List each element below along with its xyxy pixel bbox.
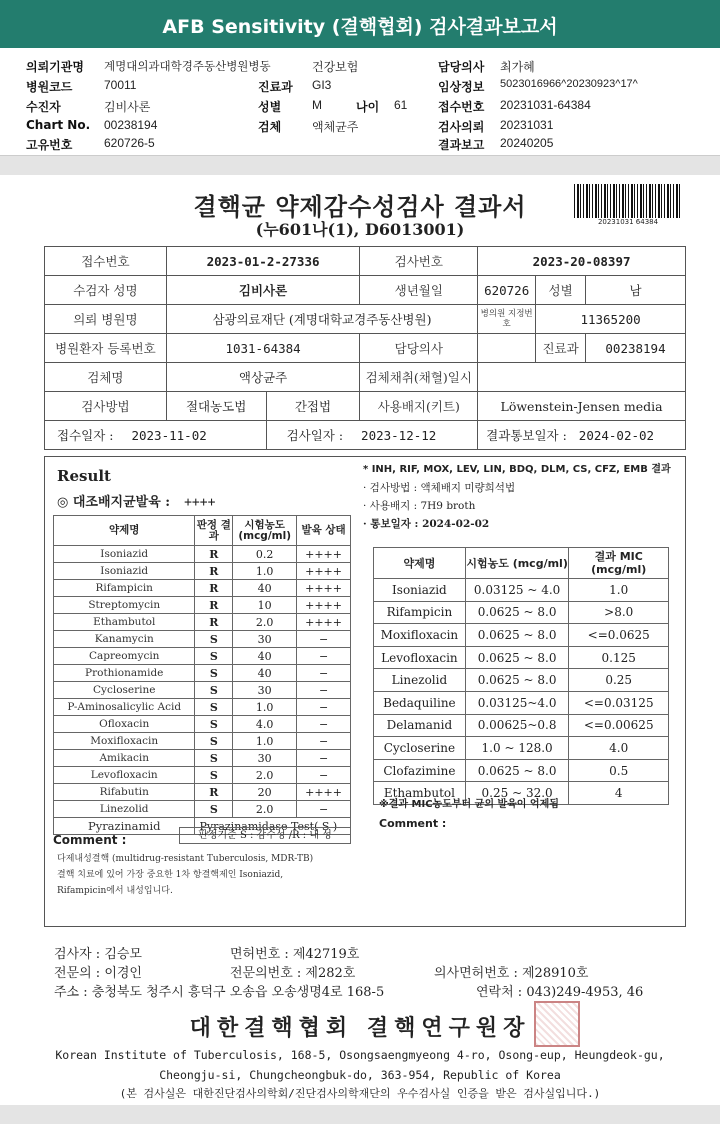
table-row: [54, 648, 351, 665]
mic-result: <=0.03125: [569, 691, 669, 714]
mic-result: 1.0: [569, 579, 669, 602]
drug-name: Bedaquiline: [374, 691, 466, 714]
mic-note: ※결과 MIC농도부터 균의 발육이 억제됨: [379, 799, 559, 810]
note-line: · 사용배지 : 7H9 broth: [363, 500, 476, 512]
table-row: [54, 801, 351, 818]
sex-value: M: [312, 98, 322, 112]
table-row: [54, 750, 351, 767]
mic-result: 0.125: [569, 646, 669, 669]
concentration-range: 0.03125 ~ 4.0: [465, 579, 569, 602]
mic-result: <=0.0625: [569, 624, 669, 647]
table-row: [54, 716, 351, 733]
cell-value: 2024-02-02: [578, 428, 655, 443]
drug-name: Kanamycin: [54, 631, 195, 648]
table-row: [374, 691, 669, 714]
judgement: S: [195, 767, 233, 784]
judgement: R: [195, 546, 233, 563]
concentration: 40: [233, 665, 297, 682]
cell-label: 검사번호: [360, 247, 478, 276]
cell-value: 절대농도법: [166, 392, 266, 421]
concentration-range: 0.0625 ~ 8.0: [465, 601, 569, 624]
judgement: S: [195, 682, 233, 699]
column-header: 시험농도 (mcg/ml): [233, 516, 297, 546]
judgement: S: [195, 665, 233, 682]
mic-table: [373, 547, 669, 805]
doctor-label: 담당의사: [438, 60, 485, 74]
result-title: Result: [57, 467, 111, 485]
judgement: S: [195, 733, 233, 750]
drug-name: Rifabutin: [54, 784, 195, 801]
table-row: [54, 784, 351, 801]
cell-value: 액상균주: [166, 363, 360, 392]
growth: −: [297, 750, 351, 767]
table-row: [374, 669, 669, 692]
drug-name: Streptomycin: [54, 597, 195, 614]
table-row: [54, 631, 351, 648]
patient-info: [0, 54, 720, 154]
mic-result: 0.25: [569, 669, 669, 692]
mic-result: 0.5: [569, 759, 669, 782]
growth: ++++: [297, 580, 351, 597]
drug-name: Ethambutol: [374, 782, 466, 805]
chart-label: Chart No.: [26, 118, 91, 132]
judgement: R: [195, 784, 233, 801]
cell-label: 진료과: [536, 334, 586, 363]
concentration-range: 0.00625~0.8: [465, 714, 569, 737]
growth-value: ++++: [184, 495, 216, 510]
drug-name: Linezolid: [374, 669, 466, 692]
cell-value: 삼광의료재단 (계명대학교경주동산병원): [166, 305, 477, 334]
barcode-number: 20231031 64384: [597, 218, 659, 226]
drug-name: Ethambutol: [54, 614, 195, 631]
comment-line: 다제내성결핵 (multidrug-resistant Tuberculosis, MDR-TB): [57, 854, 314, 864]
concentration-range: 0.0625 ~ 8.0: [465, 669, 569, 692]
judgement: R: [195, 563, 233, 580]
concentration: 30: [233, 682, 297, 699]
report-banner: AFB Sensitivity (결핵협회) 검사결과보고서: [0, 0, 720, 48]
dept-label: 진료과: [258, 80, 293, 94]
drug-name: Isoniazid: [54, 563, 195, 580]
mic-result: 4: [569, 782, 669, 805]
tester-license: 면허번호 : 제42719호: [230, 947, 360, 962]
growth: ++++: [297, 784, 351, 801]
cell-value: 2023-20-08397: [478, 247, 686, 276]
patient-label: 수진자: [26, 100, 61, 114]
age-label: 나이: [356, 100, 380, 114]
date-cell: [45, 421, 267, 450]
clinical-label: 임상정보: [438, 80, 485, 94]
growth-label: ◎ 대조배지균발육 :: [57, 495, 171, 510]
concentration-range: 0.03125~4.0: [465, 691, 569, 714]
drug-name: Rifampicin: [54, 580, 195, 597]
column-header: 결과 MIC (mcg/ml): [569, 548, 669, 579]
drug-name: Moxifloxacin: [54, 733, 195, 750]
note-line: * INH, RIF, MOX, LEV, LIN, BDQ, DLM, CS, CFZ, EMB 결과: [363, 464, 671, 475]
cell-value: 00238194: [586, 334, 686, 363]
cell-value: 2023-12-12: [361, 428, 437, 443]
cell-label: 검사방법: [45, 392, 167, 421]
cell-label: 결과통보일자 :: [486, 428, 567, 443]
judgement: R: [195, 597, 233, 614]
table-row: [374, 714, 669, 737]
judgement: R: [195, 580, 233, 597]
cell-value: 620726: [478, 276, 536, 305]
receipt-label: 접수번호: [438, 100, 485, 114]
scanned-report: [0, 175, 720, 1105]
table-body: [54, 546, 351, 818]
concentration: 2.0: [233, 767, 297, 784]
bottom-bar: [0, 1105, 720, 1124]
separator-bar: [0, 155, 720, 175]
concentration-range: 0.25 ~ 32.0: [465, 782, 569, 805]
judgement: R: [195, 614, 233, 631]
concentration: 30: [233, 631, 297, 648]
report-value: 20240205: [500, 136, 554, 150]
table-row: [54, 665, 351, 682]
judgement: S: [195, 699, 233, 716]
cell-label: 검체채취(채혈)일시: [360, 363, 478, 392]
concentration-range: 0.0625 ~ 8.0: [465, 646, 569, 669]
organization-address-en: Cheongju-si, Chungcheongbuk-do, 363-954, Republic of Korea: [159, 1068, 561, 1082]
concentration-range: 0.0625 ~ 8.0: [465, 759, 569, 782]
drug-name: Capreomycin: [54, 648, 195, 665]
table-body: [374, 579, 669, 805]
growth: −: [297, 631, 351, 648]
drug-name: Linezolid: [54, 801, 195, 818]
mic-result: <=0.00625: [569, 714, 669, 737]
cell-value: [478, 334, 536, 363]
concentration: 40: [233, 580, 297, 597]
code-value: 70011: [104, 78, 137, 92]
hospital-label: 의뢰기관명: [26, 60, 84, 74]
sex-label: 성별: [258, 100, 282, 114]
judgement: S: [195, 801, 233, 818]
cell-label: 성별: [536, 276, 586, 305]
table-row: [54, 563, 351, 580]
address: 주소 : 충청북도 청주시 흥덕구 오송읍 오송생명4로 168-5: [54, 985, 385, 1000]
doctor-license: 의사면허번호 : 제28910호: [434, 966, 589, 981]
judgement: S: [195, 750, 233, 767]
comment-right-label: Comment :: [379, 817, 447, 830]
tester: 검사자 : 김승모: [54, 947, 142, 962]
judgement: S: [195, 648, 233, 665]
drug-name: Rifampicin: [374, 601, 466, 624]
mic-result: 4.0: [569, 737, 669, 760]
barcode-icon: [574, 184, 682, 218]
concentration-range: 0.0625 ~ 8.0: [465, 624, 569, 647]
table-row: [374, 646, 669, 669]
cell-label: 담당의사: [360, 334, 478, 363]
age-value: 61: [394, 98, 408, 112]
table-row: [54, 699, 351, 716]
code-label: 병원코드: [26, 80, 73, 94]
cell-label: 의뢰 병원명: [45, 305, 167, 334]
note-line: · 검사방법 : 액체배지 미량희석법: [363, 482, 516, 494]
table-row: [54, 597, 351, 614]
table-row: [54, 767, 351, 784]
cell-label: 검체명: [45, 363, 167, 392]
doc-subtitle: (누601나(1), D6013001): [255, 220, 465, 239]
unique-label: 고유번호: [26, 138, 73, 152]
drug-name: Clofazimine: [374, 759, 466, 782]
column-header: 약제명: [54, 516, 195, 546]
concentration: 20: [233, 784, 297, 801]
growth: ++++: [297, 614, 351, 631]
cell-value: Löwenstein-Jensen media: [478, 392, 686, 421]
request-value: 20231031: [500, 118, 554, 132]
concentration: 40: [233, 648, 297, 665]
comment-text: [57, 851, 357, 899]
growth-line: [57, 491, 215, 510]
absolute-concentration-table: [53, 515, 351, 835]
cell-value: 간접법: [266, 392, 360, 421]
cell-label: 사용배지(키트): [360, 392, 478, 421]
cell-label: 병의원 지정번호: [478, 305, 536, 334]
header-row: [45, 334, 686, 363]
insurance-value: 건강보험: [312, 60, 359, 74]
column-header: 판정 결과: [195, 516, 233, 546]
date-cell: [478, 421, 686, 450]
judgement: S: [195, 631, 233, 648]
growth: −: [297, 682, 351, 699]
cell-value: [478, 363, 686, 392]
column-header: 시험농도 (mcg/ml): [465, 548, 569, 579]
organization-name: 대한결핵협회 결핵연구원장: [189, 1015, 531, 1041]
column-header: 발육 상태: [297, 516, 351, 546]
drug-name: Amikacin: [54, 750, 195, 767]
official-seal-icon: [534, 1001, 580, 1047]
hospital-value: 계명대의과대학경주동산병원병동: [104, 61, 271, 73]
receipt-value: 20231031-64384: [500, 98, 591, 112]
column-header: 약제명: [374, 548, 466, 579]
drug-name: Moxifloxacin: [374, 624, 466, 647]
growth: −: [297, 648, 351, 665]
pza-result: Pyrazinamidase Test( S ): [195, 818, 351, 835]
drug-name: Delamanid: [374, 714, 466, 737]
specialist: 전문의 : 이경인: [54, 966, 142, 981]
table-header: [54, 516, 351, 546]
request-label: 검사의뢰: [438, 120, 485, 134]
header-row: [45, 276, 686, 305]
cell-value: 11365200: [536, 305, 686, 334]
result-box: [44, 456, 686, 927]
chart-value: 00238194: [104, 118, 158, 132]
drug-name: Ofloxacin: [54, 716, 195, 733]
organization-address-en: Korean Institute of Tuberculosis, 168-5, Osongsaengmyeong 4-ro, Osong-eup, Heungdeok-gu,: [55, 1048, 665, 1062]
pza-name: Pyrazinamid: [54, 818, 195, 835]
specimen-label: 검체: [258, 120, 282, 134]
contact: 연락처 : 043)249-4953, 46: [476, 985, 644, 1000]
table-row: [54, 614, 351, 631]
table-row: [374, 624, 669, 647]
header-row: [45, 392, 686, 421]
doctor-value: 최가혜: [500, 60, 535, 74]
growth: ++++: [297, 597, 351, 614]
growth: −: [297, 716, 351, 733]
growth: ++++: [297, 563, 351, 580]
drug-name: Isoniazid: [374, 579, 466, 602]
concentration: 1.0: [233, 699, 297, 716]
table-row: [54, 580, 351, 597]
concentration: 2.0: [233, 801, 297, 818]
growth: ++++: [297, 546, 351, 563]
header-row: [45, 363, 686, 392]
cell-label: 수검자 성명: [45, 276, 167, 305]
mic-result: >8.0: [569, 601, 669, 624]
table-row: [374, 737, 669, 760]
mic-notes: [363, 461, 683, 533]
table-row: [54, 682, 351, 699]
certification-note: (본 검사실은 대한진단검사의학회/진단검사의학재단의 우수검사실 인증을 받은 검사실입니다.): [119, 1087, 601, 1100]
cell-value: 2023-01-2-27336: [166, 247, 360, 276]
growth: −: [297, 733, 351, 750]
growth: −: [297, 767, 351, 784]
cell-value: 2023-11-02: [131, 428, 207, 443]
cell-label: 병원환자 등록번호: [45, 334, 167, 363]
specimen-value: 액체균주: [312, 120, 359, 134]
cell-label: 검사일자 :: [286, 428, 344, 443]
table-row: [54, 546, 351, 563]
growth: −: [297, 699, 351, 716]
drug-name: Levofloxacin: [374, 646, 466, 669]
cell-label: 접수번호: [45, 247, 167, 276]
cell-label: 생년월일: [360, 276, 478, 305]
table-row: [374, 601, 669, 624]
table-row: [374, 579, 669, 602]
concentration: 1.0: [233, 563, 297, 580]
table-row: [54, 733, 351, 750]
concentration: 10: [233, 597, 297, 614]
header-table: [44, 246, 686, 450]
cell-value: 1031-64384: [166, 334, 360, 363]
date-cell: [266, 421, 478, 450]
concentration-range: 1.0 ~ 128.0: [465, 737, 569, 760]
cell-value: 김비사론: [166, 276, 360, 305]
report-label: 결과보고: [438, 138, 485, 152]
drug-name: Levofloxacin: [54, 767, 195, 784]
comment-label: Comment :: [53, 833, 127, 847]
cell-label: 접수일자 :: [57, 428, 114, 443]
clinical-value: 5023016966^20230923^17^: [500, 78, 638, 90]
concentration: 4.0: [233, 716, 297, 733]
drug-name: Cycloserine: [54, 682, 195, 699]
header-row: [45, 421, 686, 450]
doc-title: 결핵균 약제감수성검사 결과서: [193, 192, 527, 221]
drug-name: Prothionamide: [54, 665, 195, 682]
patient-value: 김비사론: [104, 100, 151, 114]
drug-name: Isoniazid: [54, 546, 195, 563]
concentration: 2.0: [233, 614, 297, 631]
specialist-number: 전문의번호 : 제282호: [230, 966, 356, 981]
header-row: [45, 305, 686, 334]
note-line: · 통보일자 : 2024-02-02: [363, 518, 490, 530]
table-row: [374, 759, 669, 782]
comment-line: Rifampicin에서 내성입니다.: [57, 886, 173, 896]
dept-value: GI3: [312, 78, 332, 92]
cell-value: 남: [586, 276, 686, 305]
criteria-box: 판정기준 S : 감수성 /R : 내 성: [179, 827, 351, 844]
concentration: 1.0: [233, 733, 297, 750]
concentration: 0.2: [233, 546, 297, 563]
growth: −: [297, 665, 351, 682]
comment-line: 결핵 치료에 있어 가장 중요한 1차 항결핵제인 Isoniazid,: [57, 870, 284, 880]
concentration: 30: [233, 750, 297, 767]
header-row: [45, 247, 686, 276]
drug-name: Cycloserine: [374, 737, 466, 760]
unique-value: 620726-5: [104, 136, 155, 150]
table-header: [374, 548, 669, 579]
drug-name: P-Aminosalicylic Acid: [54, 699, 195, 716]
growth: −: [297, 801, 351, 818]
judgement: S: [195, 716, 233, 733]
